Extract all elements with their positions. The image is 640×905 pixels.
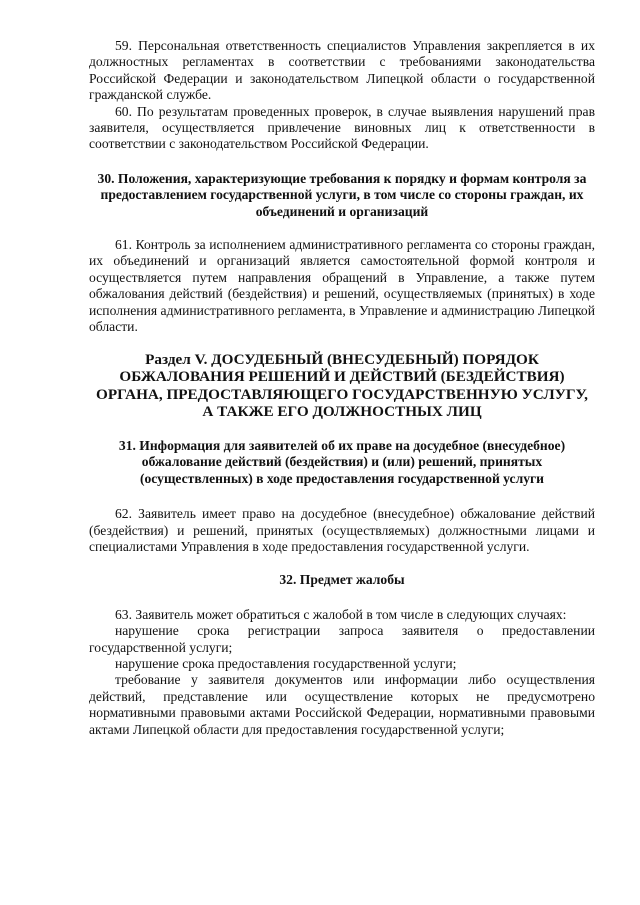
paragraph-63: 63. Заявитель может обратиться с жалобой в том числе в следующих случаях:	[115, 606, 567, 622]
paragraph-61: 61. Контроль за исполнением административного регламента со стороны граждан, их объединений и организаций является самостоятельной формой контроля и осуществляется путем направления обращений в Управление, а также путем обжалования действий (бездействия) и решений, осуществляемых (принятых) в ходе исполнения административного регламента, в Управление и администрацию Липецкой области.	[89, 237, 595, 335]
heading-30: 30. Положения, характеризующие требования к порядку и формам контроля за предоставлением государственной услуги, в том числе со стороны граждан, их объединений и организаций	[97, 170, 587, 219]
heading-32: 32. Предмет жалобы	[279, 572, 405, 588]
paragraph-62: 62. Заявитель имеет право на досудебное (внесудебное) обжалование действий (бездействия) и решений, принятых (осуществляемых) должностными лицами и специалистами Управления в ходе предоставления государственной услуги.	[89, 506, 595, 554]
paragraph-59: 59. Персональная ответственность специалистов Управления закрепляется в их должностных регламентах в соответствии с требованиями законодательства Российской Федерации и законодательством Липецкой области о государственной гражданской службе.	[89, 38, 595, 103]
heading-31: 31. Информация для заявителей об их праве на досудебное (внесудебное) обжалование действий (бездействия) и (или) решений, принятых (осуществленных) в ходе предоставления государственной услуги	[118, 437, 566, 486]
list-item-3: требование у заявителя документов или информации либо осуществления действий, представление или осуществление которых не предусмотрено нормативными правовыми актами Российской Федерации, нормативными правовыми актами Липецкой области для предоставления государственной услуги;	[89, 672, 595, 737]
list-item-2: нарушение срока предоставления государственной услуги;	[115, 655, 457, 671]
paragraph-60: 60. По результатам проведенных проверок, в случае выявления нарушений прав заявителя, осуществляется привлечение виновных лиц к ответственности в соответствии с законодательством Российской Федерации.	[89, 103, 595, 152]
section-v-heading: Раздел V. ДОСУДЕБНЫЙ (ВНЕСУДЕБНЫЙ) ПОРЯДОК ОБЖАЛОВАНИЯ РЕШЕНИЙ И ДЕЙСТВИЙ (БЕЗДЕЙСТВИЯ) ОРГАНА, ПРЕДОСТАВЛЯЮЩЕГО ГОСУДАРСТВЕННУЮ УСЛУГУ, А ТАКЖЕ ЕГО ДОЛЖНОСТНЫХ ЛИЦ	[96, 350, 588, 421]
document-page	[89, 38, 595, 738]
list-item-1: нарушение срока регистрации запроса заявителя о предоставлении государственной услуги;	[89, 623, 595, 655]
